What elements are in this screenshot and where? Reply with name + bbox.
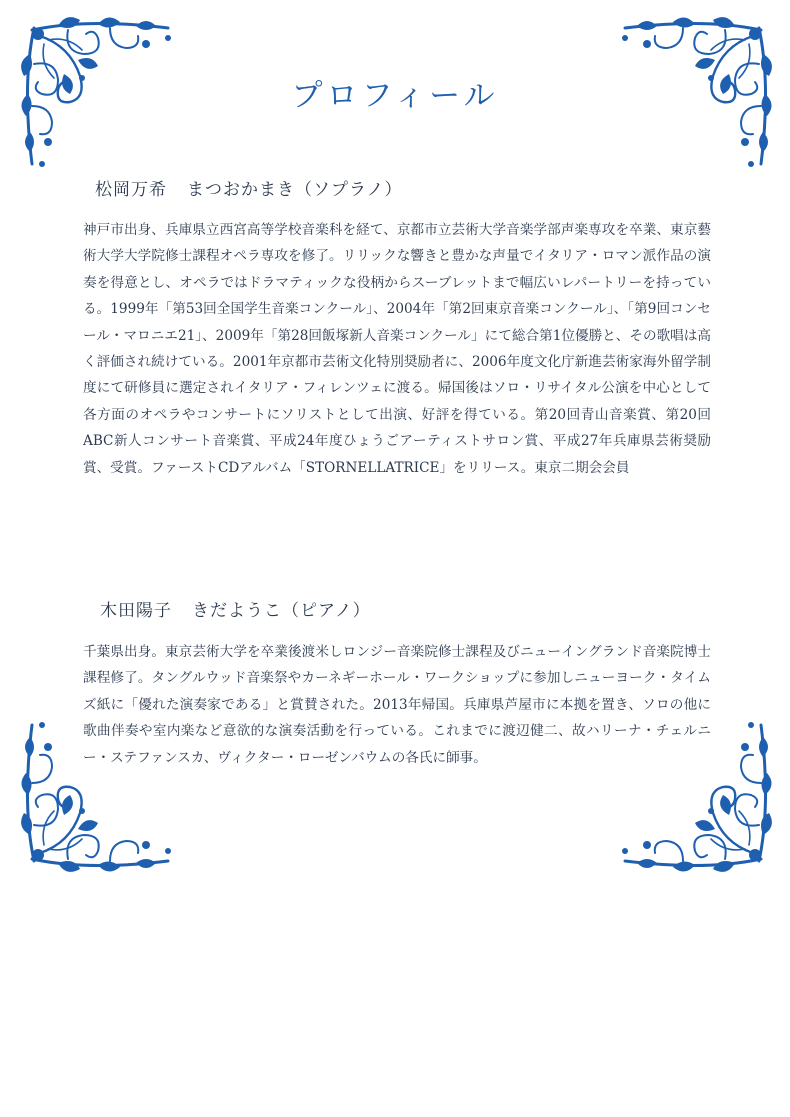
profile-heading-soprano (95, 175, 403, 200)
profile-bio-soprano: 神戸市出身、兵庫県立西宮高等学校音楽科を経て、京都市立芸術大学音楽学部声楽専攻を卒業、東京藝術大学大学院修士課程オペラ専攻を修了。リリックな響きと豊かな声量でイタリア・ロマン派作品の演奏を得意とし、オペラではドラマティックな役柄からスーブレットまで幅広いレパートリーを持っている。1999年「第53回全国学生音楽コンクール」、2004年「第2回東京音楽コンクール」、「第9回コンセール・マロニエ21」、2009年「第28回飯塚新人音楽コンクール」にて総合第1位優勝と、その歌唱は高く評価され続けている。2001年京都市芸術文化特別奨励者に、2006年度文化庁新進芸術家海外留学制度にて研修員に選定されイタリア・フィレンツェに渡る。帰国後はソロ・リサイタル公演を中心として各方面のオペラやコンサートにソリストとして出演、好評を得ている。第20回青山音楽賞、第20回ABC新人コンサート音楽賞、平成24年度ひょうごアーティストサロン賞、平成27年兵庫県芸術奨励賞、受賞。ファーストCDアルバム「STORNELLATRICE」をリリース。東京二期会会員 (83, 222, 711, 476)
performer-name: 木田陽子 (100, 601, 172, 621)
performer-kana-role: まつおかまき（ソプラノ） (187, 180, 403, 200)
performer-name: 松岡万希 (95, 180, 167, 200)
profile-heading-piano (100, 596, 371, 621)
performer-kana-role: きだようこ（ピアノ） (192, 601, 371, 621)
profile-bio-piano: 千葉県出身。東京芸術大学を卒業後渡米しロンジー音楽院修士課程及びニューイングランド音楽院博士課程修了。タングルウッド音楽祭やカーネギーホール・ワークショップに参加しニューヨーク・タイムズ紙に「優れた演奏家である」と賞賛された。2013年帰国。兵庫県芦屋市に本拠を置き、ソロの他に歌曲伴奏や室内楽など意欲的な演奏活動を行っている。これまでに渡辺健二、故ハリーナ・チェルニー・ステファンスカ、ヴィクター・ローゼンバウムの各氏に師事。 (83, 644, 711, 766)
page-title: プロフィール (291, 78, 499, 114)
